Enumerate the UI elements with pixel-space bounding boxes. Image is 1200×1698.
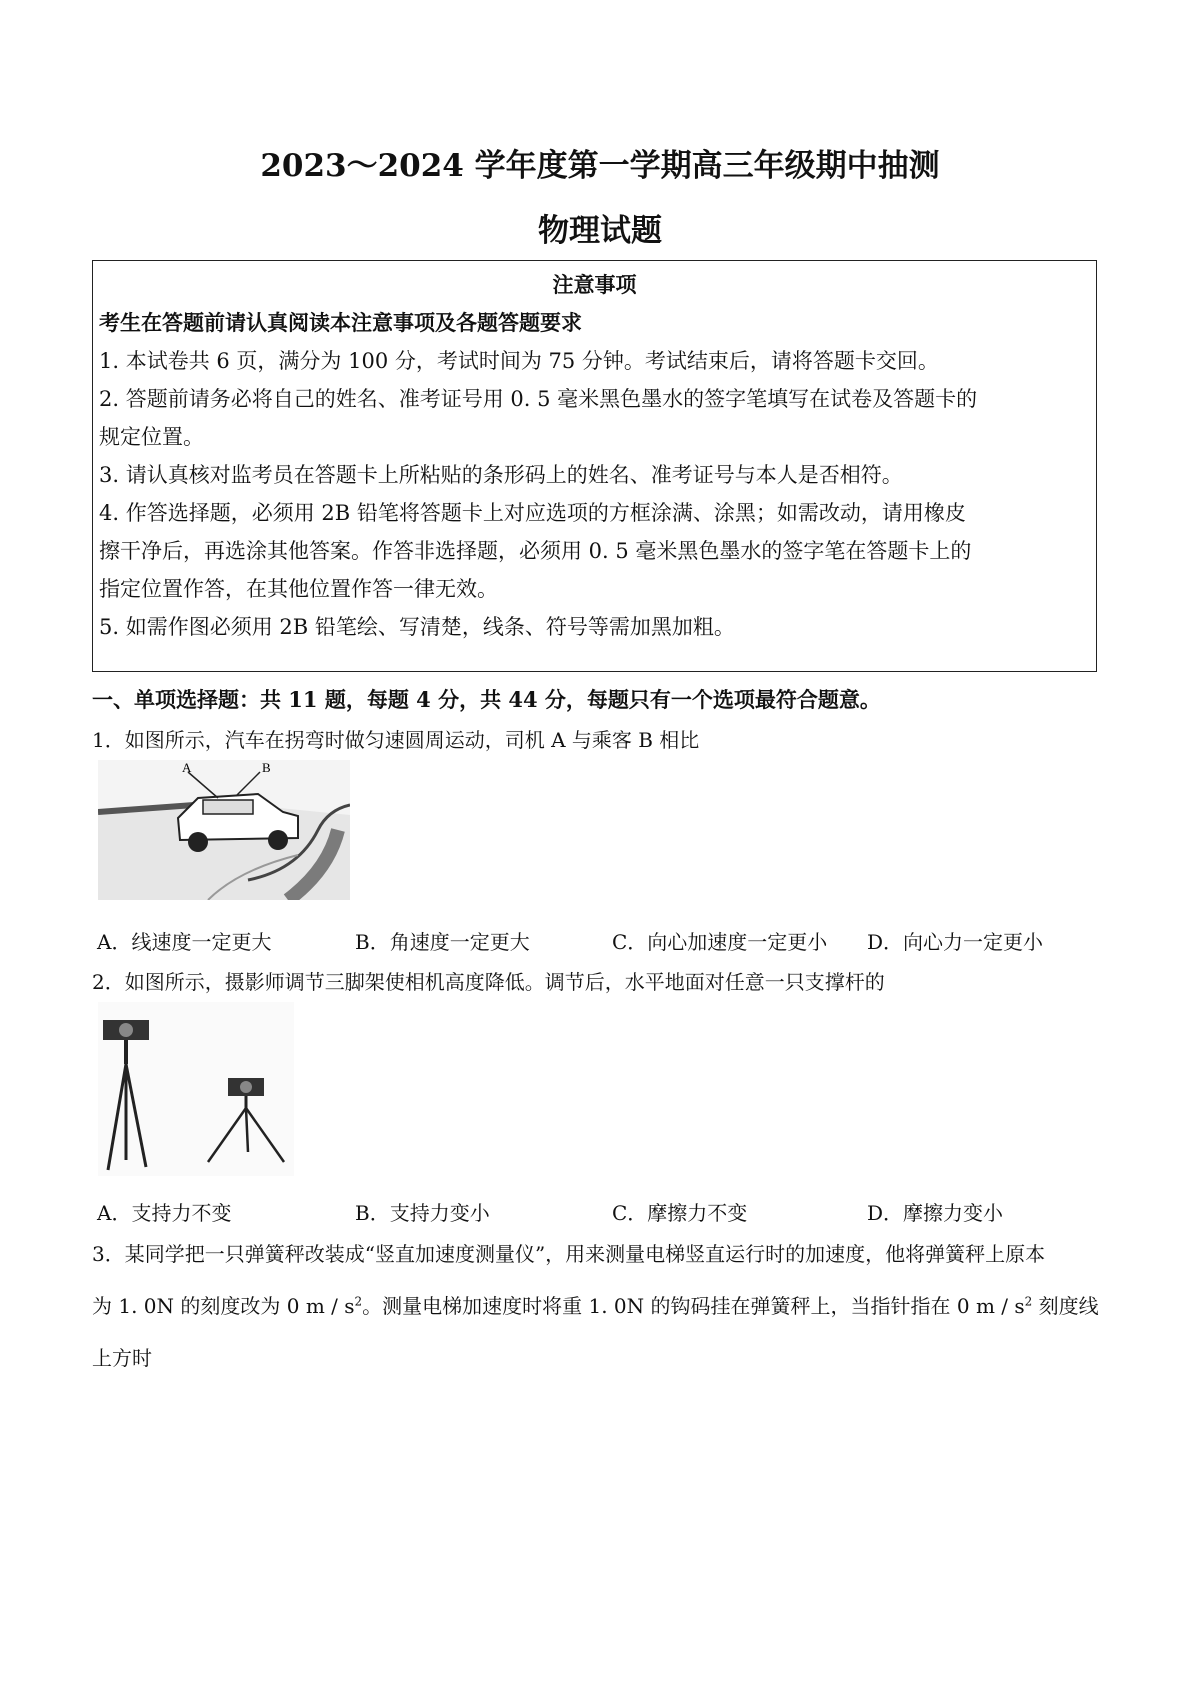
notice-line: 2. 答题前请务必将自己的姓名、准考证号用 0. 5 毫米黑色墨水的签字笔填写在试卷及答题卡的 — [99, 387, 978, 411]
question-3-stem-line3: 上方时 — [92, 1346, 152, 1370]
notice-line: 5. 如需作图必须用 2B 铅笔绘、写清楚，线条、符号等需加黑加粗。 — [99, 615, 735, 639]
option-b: B．支持力变小 — [355, 1201, 490, 1225]
option-c: C．向心加速度一定更小 — [612, 930, 828, 954]
section-heading: 一、单项选择题：共 11 题，每题 4 分，共 44 分，每题只有一个选项最符合题意。 — [92, 687, 881, 712]
tripod-figure — [98, 1002, 294, 1176]
figure-label-b: B — [262, 760, 271, 775]
subject-title: 物理试题 — [538, 213, 662, 249]
notice-line: 规定位置。 — [99, 425, 204, 449]
question-3-stem-line2: 为 1. 0N 的刻度改为 0 m / $s^2$。测量电梯加速度时将重 1. 0N 的钩码挂在弹簧秤上，当指针指在 0 m / $s^2$ 刻度线 — [92, 1294, 1099, 1318]
notice-line: 4. 作答选择题，必须用 2B 铅笔将答题卡上对应选项的方框涂满、涂黑；如需改动，请用橡皮 — [99, 501, 966, 525]
option-a: A．线速度一定更大 — [97, 930, 272, 954]
notice-line: 指定位置作答，在其他位置作答一律无效。 — [99, 577, 498, 601]
notice-intro: 考生在答题前请认真阅读本注意事项及各题答题要求 — [99, 310, 582, 335]
option-d: D．摩擦力变小 — [867, 1201, 1004, 1225]
car-turning-figure — [98, 760, 350, 900]
notice-line: 3. 请认真核对监考员在答题卡上所粘贴的条形码上的姓名、准考证号与本人是否相符。 — [99, 463, 903, 487]
figure-label-a: A — [182, 760, 192, 775]
question-1-stem: 1．如图所示，汽车在拐弯时做匀速圆周运动，司机 A 与乘客 B 相比 — [92, 728, 700, 752]
notice-line: 擦干净后，再选涂其他答案。作答非选择题，必须用 0. 5 毫米黑色墨水的签字笔在答题卡上的 — [99, 539, 972, 563]
option-c: C．摩擦力不变 — [612, 1201, 748, 1225]
notice-heading: 注意事项 — [552, 272, 637, 297]
question-2-stem: 2．如图所示，摄影师调节三脚架使相机高度降低。调节后，水平地面对任意一只支撑杆的 — [92, 970, 885, 994]
exam-title: 2023～2024 学年度第一学期高三年级期中抽测 — [260, 148, 940, 184]
option-d: D．向心力一定更小 — [867, 930, 1044, 954]
notice-box — [92, 260, 1097, 672]
notice-line: 1. 本试卷共 6 页，满分为 100 分，考试时间为 75 分钟。考试结束后，请将答题卡交回。 — [99, 349, 939, 373]
option-a: A．支持力不变 — [97, 1201, 232, 1225]
option-b: B．角速度一定更大 — [355, 930, 530, 954]
question-3-stem-line1: 3．某同学把一只弹簧秤改装成“竖直加速度测量仪”，用来测量电梯竖直运行时的加速度，他将弹簧秤上原本 — [92, 1242, 1046, 1266]
